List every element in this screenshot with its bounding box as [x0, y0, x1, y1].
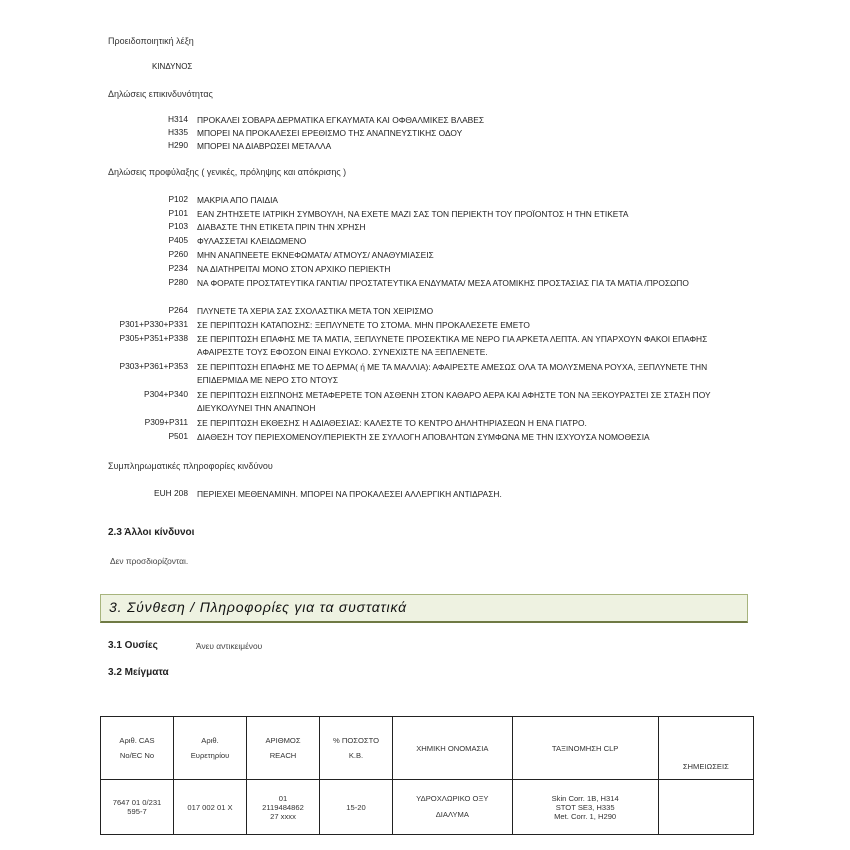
precaution-statement-code: P303+P361+P353	[119, 361, 188, 371]
table-row	[101, 780, 754, 835]
header-index: Αριθ. Ευρετηρίου	[174, 717, 247, 780]
section-3-banner	[100, 594, 748, 623]
signal-word-value: ΚΙΝΔΥΝΟΣ	[152, 62, 193, 71]
precaution-statement-code: P405	[168, 235, 188, 245]
precaution-statement-text: ΔΙΑΘΕΣΗ ΤΟΥ ΠΕΡΙΕΧΟΜΕΝΟΥ/ΠΕΡΙΕΚΤΗ ΣΕ ΣΥΛΛΟΓΗ ΑΠΟΒΛΗΤΩΝ ΣΥΜΦΩΝΑ ΜΕ ΤΗΝ ΙΣΧΥΟΥΣΑ ΝΟΜΟΘΕΣΙΑ	[197, 432, 650, 442]
precaution-statement-text: ΣΕ ΠΕΡΙΠΤΩΣΗ ΕΠΑΦΗΣ ΜΕ ΤΟ ΔΕΡΜΑ( ή ΜΕ ΤΑ ΜΑΛΛΙΑ): ΑΦΑΙΡΕΣΤΕ ΑΜΕΣΩΣ ΟΛΑ ΤΑ ΜΟΛΥΣΜΕΝΑ ΡΟΥΧΑ, ΞΕΠΛΥΝΕΤΕ ΤΗΝ ΕΠΙΔΕΡΜΙΔΑ ΜΕ ΝΕΡΟ ΣΤΟ ΝΤΟΥΣ	[197, 362, 708, 385]
header-clp: ΤΑΞΙΝΟΜΗΣΗ CLP	[512, 717, 658, 780]
cell-cas: 7647 01 0/231 595-7	[101, 780, 174, 835]
precaution-statement-text: ΜΑΚΡΙΑ ΑΠΟ ΠΑΙΔΙΑ	[197, 195, 278, 205]
hazard-statement-text: ΠΡΟΚΑΛΕΙ ΣΟΒΑΡΑ ΔΕΡΜΑΤΙΚΑ ΕΓΚΑΥΜΑΤΑ ΚΑΙ ΟΦΘΑΛΜΙΚΕΣ ΒΛΑΒΕΣ	[197, 115, 485, 125]
precaution-statement-code: P501	[168, 431, 188, 441]
precaution-statement-text: ΣΕ ΠΕΡΙΠΤΩΣΗ ΕΙΣΠΝΟΗΣ ΜΕΤΑΦΕΡΕΤΕ ΤΟΝ ΑΣΘΕΝΗ ΣΤΟΝ ΚΑΘΑΡΟ ΑΕΡΑ ΚΑΙ ΑΦΗΣΤΕ ΤΟΝ ΝΑ ΞΕΚΟΥΡΑΣΤΕΙ ΣΕ ΣΤΑΣΗ ΠΟΥ ΔΙΕΥΚΟΛΥΝΕΙ ΤΗΝ ΑΝΑΠΝΟΗ	[197, 390, 711, 413]
substances-heading: 3.1 Ουσίες	[108, 640, 158, 651]
hazard-statement-code: H290	[167, 140, 188, 150]
precaution-statement-code: P264	[168, 305, 188, 315]
other-hazards-text: Δεν προσδιορίζονται.	[110, 556, 189, 566]
header-reach: ΑΡΙΘΜΟΣ REACH	[247, 717, 320, 780]
precaution-statement-text: ΠΛΥΝΕΤΕ ΤΑ ΧΕΡΙΑ ΣΑΣ ΣΧΟΛΑΣΤΙΚΑ ΜΕΤΑ ΤΟΝ ΧΕΙΡΙΣΜΟ	[197, 306, 434, 316]
precaution-statement-code: P102	[168, 194, 188, 204]
precaution-statement-code: P101	[168, 208, 188, 218]
cell-percent: 15-20	[320, 780, 393, 835]
header-cas: Αριθ. CAS No/EC No	[101, 717, 174, 780]
hazard-statement-text: ΜΠΟΡΕΙ ΝΑ ΠΡΟΚΑΛΕΣΕΙ ΕΡΕΘΙΣΜΟ ΤΗΣ ΑΝΑΠΝΕΥΣΤΙΚΗΣ ΟΔΟΥ	[197, 128, 463, 138]
precaution-statement-text: ΣΕ ΠΕΡΙΠΤΩΣΗ ΕΚΘΕΣΗΣ Η ΑΔΙΑΘΕΣΙΑΣ: ΚΑΛΕΣΤΕ ΤΟ ΚΕΝΤΡΟ ΔΗΛΗΤΗΡΙΑΣΕΩΝ Η ΕΝΑ ΓΙΑΤΡΟ.	[197, 418, 587, 428]
section-3-title: 3. Σύνθεση / Πληροφορίες για τα συστατικά	[109, 599, 407, 615]
precaution-statement-code: P305+P351+P338	[119, 333, 188, 343]
precaution-statement-text: ΣΕ ΠΕΡΙΠΤΩΣΗ ΕΠΑΦΗΣ ΜΕ ΤΑ ΜΑΤΙΑ, ΞΕΠΛΥΝΕΤΕ ΠΡΟΣΕΚΤΙΚΑ ΜΕ ΝΕΡΟ ΓΙΑ ΑΡΚΕΤΑ ΛΕΠΤΑ. ΑΝ ΥΠΑΡΧΟΥΝ ΦΑΚΟΙ ΕΠΑΦΗΣ ΑΦΑΙΡΕΣΤΕ ΤΟΥΣ ΕΦΟΣΟΝ ΕΙΝΑΙ ΕΥΚΟΛΟ. ΣΥΝΕΧΙΣΤΕ ΝΑ ΞΕΠΛΕΝΕΤΕ.	[197, 334, 708, 357]
precaution-statement-code: P234	[168, 263, 188, 273]
precaution-statements-label: Δηλώσεις προφύλαξης ( γενικές, πρόληψης και απόκρισης )	[108, 167, 347, 177]
precaution-statement-text: ΔΙΑΒΑΣΤΕ ΤΗΝ ΕΤΙΚΕΤΑ ΠΡΙΝ ΤΗΝ ΧΡΗΣΗ	[197, 222, 366, 232]
supplementary-code: EUH 208	[154, 488, 188, 498]
precaution-statement-code: P309+P311	[144, 417, 188, 427]
ingredients-table	[100, 716, 754, 835]
cell-notes	[658, 780, 753, 835]
precaution-statement-code: P260	[168, 249, 188, 259]
cell-index: 017 002 01 X	[174, 780, 247, 835]
precaution-statement-text: ΣΕ ΠΕΡΙΠΤΩΣΗ ΚΑΤΑΠΟΣΗΣ: ΞΕΠΛΥΝΕΤΕ ΤΟ ΣΤΟΜΑ. ΜΗΝ ΠΡΟΚΑΛΕΣΕΤΕ ΕΜΕΤΟ	[197, 320, 530, 330]
hazard-statement-text: ΜΠΟΡΕΙ ΝΑ ΔΙΑΒΡΩΣΕΙ ΜΕΤΑΛΛΑ	[197, 141, 332, 151]
hazard-statement-code: H314	[167, 114, 188, 124]
precaution-statement-text: ΝΑ ΔΙΑΤΗΡΕΙΤΑΙ ΜΟΝΟ ΣΤΟΝ ΑΡΧΙΚΟ ΠΕΡΙΕΚΤΗ	[197, 264, 391, 274]
precaution-statement-text: ΝΑ ΦΟΡΑΤΕ ΠΡΟΣΤΑΤΕΥΤΙΚΑ ΓΑΝΤΙΑ/ ΠΡΟΣΤΑΤΕΥΤΙΚΑ ΕΝΔΥΜΑΤΑ/ ΜΕΣΑ ΑΤΟΜΙΚΗΣ ΠΡΟΣΤΑΣΙΑΣ ΓΙΑ ΤΑ ΜΑΤΙΑ /ΠΡΟΣΩΠΟ	[197, 278, 689, 288]
hazard-statements-label: Δηλώσεις επικινδυνότητας	[108, 89, 213, 99]
other-hazards-heading: 2.3 Άλλοι κίνδυνοι	[108, 527, 195, 538]
header-notes: ΣΗΜΕΙΩΣΕΙΣ	[658, 717, 753, 780]
precaution-statement-code: P103	[168, 221, 188, 231]
precaution-statement-code: P301+P330+P331	[119, 319, 188, 329]
signal-word-label: Προειδοποιητική λέξη	[108, 36, 194, 46]
cell-chemical-name: ΥΔΡΟΧΛΩΡΙΚΟ ΟΞΥ ΔΙΑΛΥΜΑ	[393, 780, 513, 835]
supplementary-label: Συμπληρωματικές πληροφορίες κινδύνου	[108, 461, 273, 471]
precaution-statement-text: ΕΑΝ ΖΗΤΗΣΕΤΕ ΙΑΤΡΙΚΗ ΣΥΜΒΟΥΛΗ, ΝΑ ΕΧΕΤΕ ΜΑΖΙ ΣΑΣ ΤΟΝ ΠΕΡΙΕΚΤΗ ΤΟΥ ΠΡΟΪΟΝΤΟΣ Η ΤΗΝ ΕΤΙΚΕΤΑ	[197, 209, 629, 219]
supplementary-text: ΠΕΡΙΕΧΕΙ ΜΕΘΕΝΑΜΙΝΗ. ΜΠΟΡΕΙ ΝΑ ΠΡΟΚΑΛΕΣΕΙ ΑΛΛΕΡΓΙΚΗ ΑΝΤΙΔΡΑΣΗ.	[197, 489, 502, 499]
header-percent: % ΠΟΣΟΣΤΟ Κ.Β.	[320, 717, 393, 780]
precaution-statement-text: ΦΥΛΑΣΣΕΤΑΙ ΚΛΕΙΔΩΜΕΝΟ	[197, 236, 307, 246]
cell-clp: Skin Corr. 1B, H314 STOT SE3, H335 Met. Corr. 1, H290	[512, 780, 658, 835]
table-header-row	[101, 717, 754, 780]
hazard-statement-code: H335	[167, 127, 188, 137]
substances-text: Άνευ αντικειμένου	[196, 641, 263, 651]
cell-reach: 01 2119484862 27 xxxx	[247, 780, 320, 835]
header-chemical-name: ΧΗΜΙΚΗ ΟΝΟΜΑΣΙΑ	[393, 717, 513, 780]
precaution-statement-code: P304+P340	[143, 389, 188, 399]
precaution-statement-code: P280	[168, 277, 188, 287]
mixtures-heading: 3.2 Μείγματα	[108, 667, 169, 678]
precaution-statement-text: ΜΗΝ ΑΝΑΠΝΕΕΤΕ ΕΚΝΕΦΩΜΑΤΑ/ ΑΤΜΟΥΣ/ ΑΝΑΘΥΜΙΑΣΕΙΣ	[197, 250, 434, 260]
